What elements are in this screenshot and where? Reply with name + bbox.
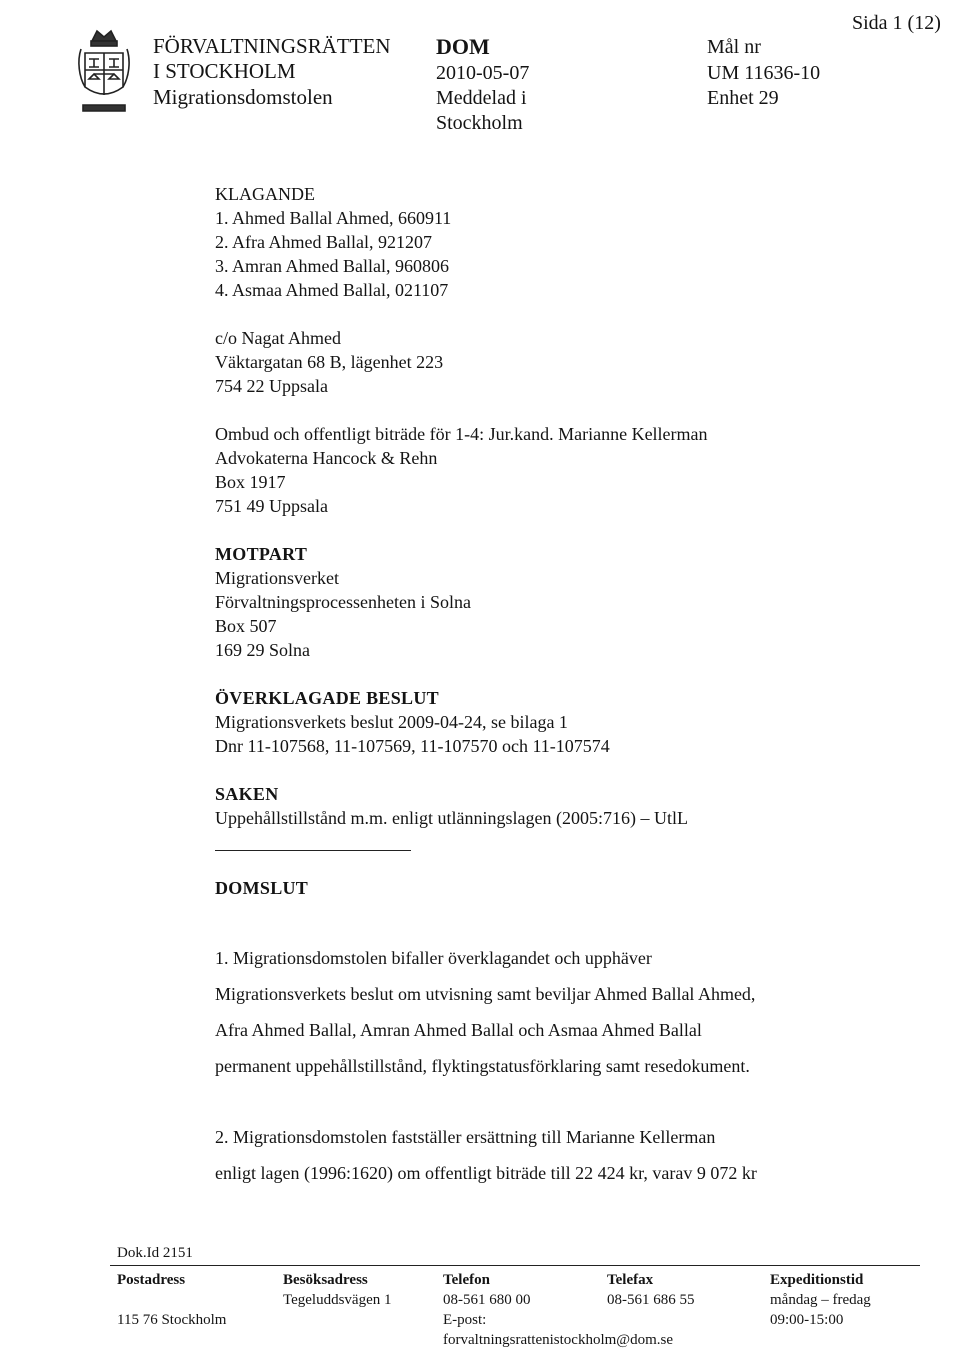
motpart-line: Förvaltningsprocessenheten i Solna [215,592,471,612]
motpart-line: Box 507 [215,616,277,636]
court-city: I STOCKHOLM [153,59,296,83]
telefax-label: Telefax [607,1272,654,1288]
saken-heading: SAKEN [215,784,279,804]
motpart-line: 169 29 Solna [215,640,311,660]
announced-label: Meddelad i [436,87,527,109]
exp-label: Expeditionstid [770,1272,864,1288]
counsel-line: Ombud och offentligt biträde för 1-4: Jur.kand. Marianne Kellerman [215,424,708,444]
klagande-person: 2. Afra Ahmed Ballal, 921207 [215,232,432,252]
overklagade-line: Migrationsverkets beslut 2009-04-24, se bilaga 1 [215,712,568,732]
doc-type: DOM [436,34,490,59]
domslut-heading: DOMSLUT [215,878,309,898]
ruling-line: enligt lagen (1996:1620) om offentligt biträde till 22 424 kr, varav 9 072 kr [215,1163,757,1183]
telefon-value: 08-561 680 00 [443,1292,531,1308]
court-crest-icon [75,25,133,117]
postadress-value: 115 76 Stockholm [117,1312,227,1328]
telefax-value: 08-561 686 55 [607,1292,695,1308]
klagande-address-line: Väktargatan 68 B, lägenhet 223 [215,352,444,372]
doc-date: 2010-05-07 [436,62,530,84]
klagande-address-line: 754 22 Uppsala [215,376,328,396]
exp-days: måndag – fredag [770,1292,871,1308]
overklagade-line: Dnr 11-107568, 11-107569, 11-107570 och 11-107574 [215,736,610,756]
page-number: Sida 1 (12) [852,12,941,34]
klagande-person: 1. Ahmed Ballal Ahmed, 660911 [215,208,452,228]
unit: Enhet 29 [707,87,779,109]
klagande-address-line: c/o Nagat Ahmed [215,328,341,348]
klagande-person: 4. Asmaa Ahmed Ballal, 021107 [215,280,449,300]
court-name: FÖRVALTNINGSRÄTTEN [153,34,391,58]
court-division: Migrationsdomstolen [153,85,333,109]
telefon-label: Telefon [443,1272,490,1288]
ruling-line: 1. Migrationsdomstolen bifaller överklagandet och upphäver [215,948,652,968]
ruling-line: permanent uppehållstillstånd, flyktingstatusförklaring samt resedokument. [215,1056,750,1076]
klagande-person: 3. Amran Ahmed Ballal, 960806 [215,256,449,276]
motpart-line: Migrationsverket [215,568,339,588]
section-divider [215,850,411,851]
counsel-line: Advokaterna Hancock & Rehn [215,448,438,468]
besok-label: Besöksadress [283,1272,368,1288]
announced-city: Stockholm [436,112,523,134]
footer-rule [110,1265,920,1266]
exp-hours: 09:00-15:00 [770,1312,844,1328]
ruling-line: Afra Ahmed Ballal, Amran Ahmed Ballal och Asmaa Ahmed Ballal [215,1020,702,1040]
epost-label: E-post: [443,1312,487,1328]
epost-value[interactable]: forvaltningsrattenistockholm@dom.se [443,1332,674,1348]
motpart-heading: MOTPART [215,544,308,564]
ruling-line: Migrationsverkets beslut om utvisning samt beviljar Ahmed Ballal Ahmed, [215,984,756,1004]
dok-id: Dok.Id 2151 [117,1245,193,1261]
case-label: Mål nr [707,36,761,58]
ruling-line: 2. Migrationsdomstolen fastställer ersättning till Marianne Kellerman [215,1127,716,1147]
saken-line: Uppehållstillstånd m.m. enligt utlänningslagen (2005:716) – UtlL [215,808,688,828]
case-number: UM 11636-10 [707,62,821,84]
klagande-heading: KLAGANDE [215,184,315,204]
besok-value: Tegeluddsvägen 1 [283,1292,392,1308]
counsel-line: Box 1917 [215,472,286,492]
counsel-line: 751 49 Uppsala [215,496,328,516]
postadress-label: Postadress [117,1272,186,1288]
overklagade-heading: ÖVERKLAGADE BESLUT [215,688,439,708]
